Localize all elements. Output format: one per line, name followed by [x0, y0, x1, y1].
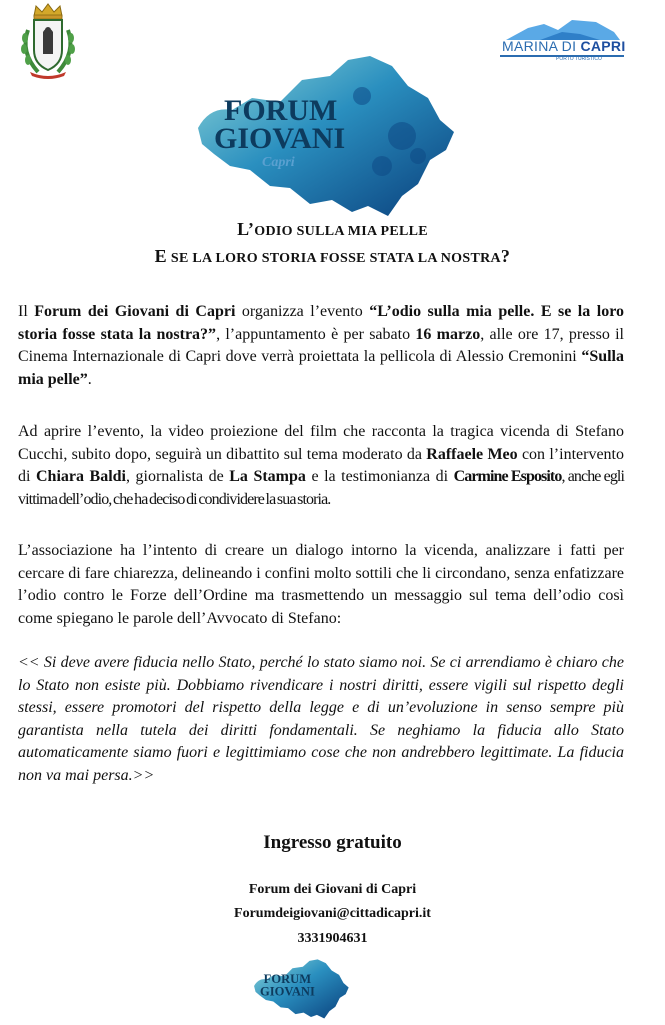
program-paragraph: Ad aprire l’evento, la video proiezione del film che racconta la tragica vicenda di Stefano Cucchi, subito dopo, seguirà un dibattito sul tema moderato da Raffaele Meo con l’intervento di Chiara Baldi, giornalista de La Stampa e la testimonianza di Carmine Esposito, anche egli vittima dell’odio, che ha deciso di condividere la sua storia. [18, 423, 625, 508]
forum-giovani-logo-small [248, 952, 354, 1020]
free-entry-heading: Ingresso gratuito [263, 832, 402, 853]
marina-logo-text: MARINA DI CAPRI [502, 38, 626, 54]
small-logo-line1: FORUM [263, 972, 312, 987]
organizer-name: Forum dei Giovani di Capri [248, 882, 417, 897]
association-paragraph: L’associazione ha l’intento di creare un dialogo intorno la vicenda, analizzare i fatti per cercare di fare chiarezza, delineando i confini molto sottili che li circondano, senza enfatizzare l’odio contro le Forze dell’Ordine ma trasmettendo un messaggio sul tema dell’odio così come spiegano le parole dell’Avvocato di Stefano: [18, 542, 624, 627]
mountain-icon [500, 18, 624, 40]
event-title-line2: E SE LA LORO STORIA FOSSE STATA LA NOSTRA? [154, 246, 511, 266]
marina-di-capri-logo [500, 18, 624, 70]
event-title-line1: L’ODIO SULLA MIA PELLE [237, 219, 428, 239]
small-logo-line2: GIOVANI [259, 984, 315, 999]
logo-line1: FORUM [224, 94, 338, 127]
logo-line2: GIOVANI [214, 122, 346, 155]
contact-email[interactable]: Forumdeigiovani@cittadicapri.it [234, 906, 431, 921]
lawyer-quote: << Si deve avere fiducia nello Stato, perché lo stato siamo noi. Se ci arrendiamo è chiaro che lo Stato non esiste più. Dobbiamo rivendicare i nostri diritti, essere vigili sul rispetto degli stessi, essere promotori del rispetto della legge e di un’evoluzione in senso sempre più garantista nella tutela dei diritti fondamentali. Se neghiamo la fiducia allo Stato automaticamente siamo fuori e legittimiamo cose che non andrebbero legittimate. La fiducia non va mai persa.>> [18, 654, 624, 784]
contact-phone[interactable]: 3331904631 [297, 931, 368, 946]
forum-giovani-logo [192, 36, 458, 220]
marina-logo-tagline: PORTO TURISTICO [556, 56, 602, 62]
logo-line3: Capri [262, 155, 295, 170]
municipal-crest-icon [16, 2, 80, 80]
intro-paragraph: Il Forum dei Giovani di Capri organizza l’evento “L’odio sulla mia pelle. E se la loro storia fosse stata la nostra?”, l’appuntamento è per sabato 16 marzo, alle ore 17, presso il Cinema Internazionale di Capri dove verrà proiettata la pellicola di Alessio Cremonini “Sulla mia pelle”. [18, 303, 625, 388]
